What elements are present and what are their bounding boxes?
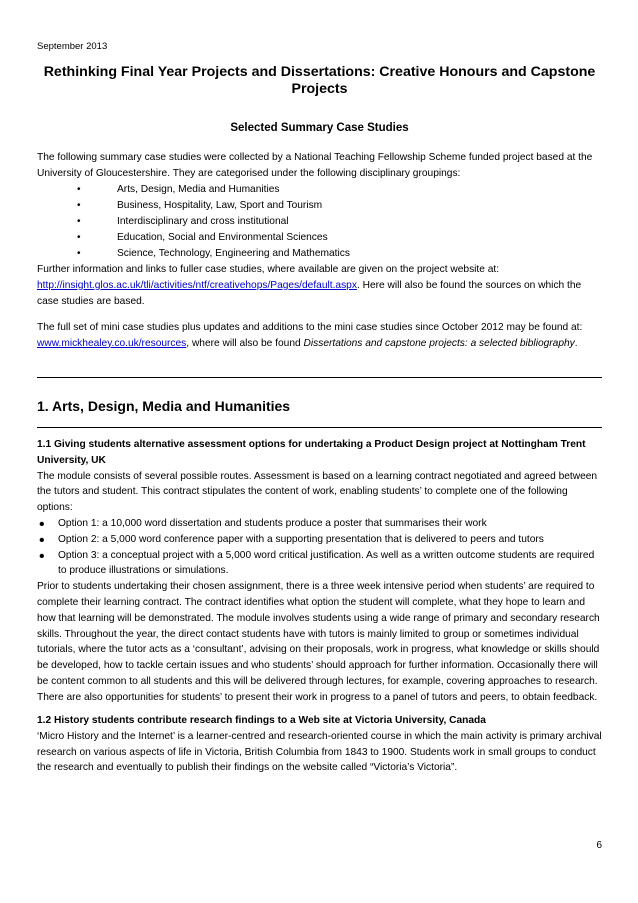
case-study-1-2 bbox=[37, 713, 602, 776]
case-body: ‘Micro History and the Internet’ is a learner-centred and research-oriented course in which the main activity is primary archival research on various aspects of life in Victoria, British Columbia from 1843 to 1900. Students work in small groups to conduct the research and eventually to publish their findings on the website called “Victoria’s Victoria”. bbox=[37, 730, 602, 774]
page-number: 6 bbox=[596, 840, 602, 851]
option-item-1: • Option 1: a 10,000 word dissertation and students produce a poster that summarises their work bbox=[39, 515, 487, 533]
bullet: • bbox=[77, 184, 81, 195]
section-divider-bottom bbox=[37, 427, 602, 428]
bullet: • bbox=[77, 200, 81, 211]
bullet: • bbox=[77, 232, 81, 243]
intro-paragraph-2: Further information and links to fuller case studies, where available are given on the project website at: http://insight.glos.ac.uk/tli/activities/ntf/creativehops/Pages/default.aspx. Here will also be found the sources on which the case studies are based. bbox=[37, 264, 582, 307]
section-divider-top bbox=[37, 377, 602, 378]
bullet: • bbox=[77, 248, 81, 259]
case-heading: 1.1 Giving students alternative assessment options for undertaking a Product Design project at Nottingham Trent University, UK bbox=[37, 439, 586, 466]
case-study-1-1 bbox=[37, 437, 602, 706]
bullet: • bbox=[39, 515, 45, 533]
header-date: September 2013 bbox=[37, 41, 108, 52]
intro-paragraph-1: The following summary case studies were collected by a National Teaching Fellowship Scheme funded project based at the University of Gloucestershire. They are categorised under the following disciplinary groupings: bbox=[37, 152, 593, 179]
case-intro: The module consists of several possible routes. Assessment is based on a learning contract negotiated and agreed between the tutors and student. This contract stipulates the content of work, enabling students’ to complete one of the following options: bbox=[37, 470, 598, 514]
intro-paragraph-3: The full set of mini case studies plus updates and additions to the mini case studies since October 2012 may be found at: www.mickhealey.co.uk/resources, where will also be found Dissertations and capstone projects: a selected bibliography. bbox=[37, 322, 583, 349]
resources-link[interactable]: www.mickhealey.co.uk/resources bbox=[37, 337, 187, 349]
section-heading: 1. Arts, Design, Media and Humanities bbox=[37, 398, 291, 414]
case-body: Prior to students undertaking their chosen assignment, there is a three week intensive period when students’ are required to complete their learning contract. The contract identifies what option the student will complete, what they hope to learn and how that learning will be demonstrated. The module involves students using a wide range of primary and secondary research skills. Throughout the year, the direct contact students have with tutors is mainly limited to group or sometimes individual tutorials, where the tutor acts as a ‘consultant’, advising on their proposals, work in progress, what knowledge or skills should be developed, how to tackle certain issues and who students’ should approach for further information. Occasionally there will be content common to all students and this will be delivered through lectures, for example, covering approaches to research. There are also opportunities for students’ to present their work in progress to a panel of tutors and peers, to obtain feedback. bbox=[37, 581, 600, 703]
bullet: • bbox=[39, 547, 45, 565]
document-subtitle: Selected Summary Case Studies bbox=[230, 122, 409, 134]
option-item-3: • Option 3: a conceptual project with a 5,000 word critical justification. As well as a written outcome students are required to produce illustrations or simulations. bbox=[39, 547, 595, 577]
bullet: • bbox=[77, 216, 81, 227]
option-item-2: • Option 2: a 5,000 word conference paper with a supporting presentation that is delivered to peers and tutors bbox=[39, 531, 544, 549]
document-title: Rethinking Final Year Projects and Dissertations: Creative Honours and Capstone Projects bbox=[43, 64, 596, 97]
project-website-link[interactable]: http://insight.glos.ac.uk/tli/activities/ntf/creativehops/Pages/default.aspx bbox=[37, 279, 357, 291]
case-heading: 1.2 History students contribute research findings to a Web site at Victoria University, Canada bbox=[37, 715, 486, 726]
bullet: • bbox=[39, 531, 45, 549]
